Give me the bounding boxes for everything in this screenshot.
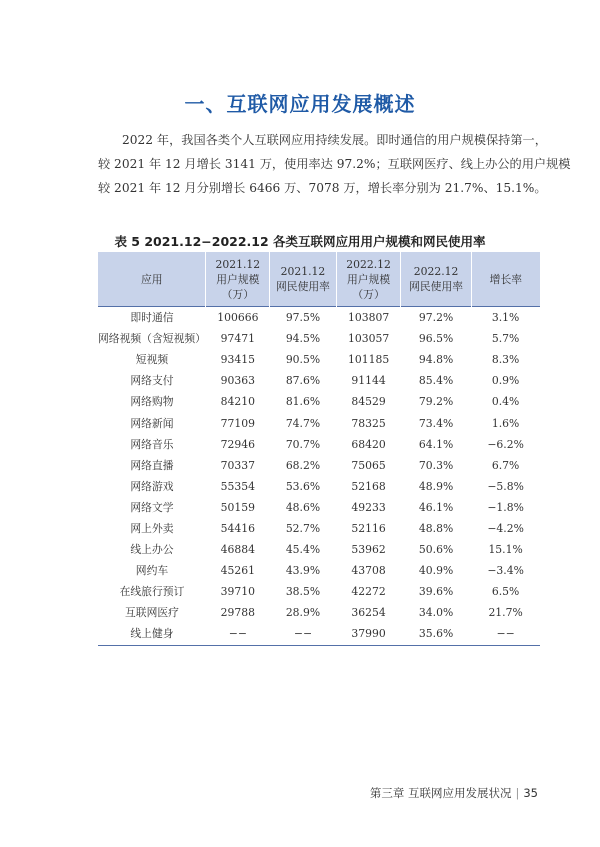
- column-header-line: 网民使用率: [409, 280, 464, 293]
- value-cell: 93415: [220, 353, 256, 367]
- value-cell: 79.2%: [418, 395, 454, 409]
- table-row: [98, 623, 540, 645]
- value-cell: 54416: [220, 521, 256, 535]
- value-cell: 6.7%: [491, 458, 520, 472]
- page-footer: [370, 785, 538, 801]
- value-cell: 0.9%: [491, 374, 520, 388]
- app-name-cell: 网络视频（含短视频）: [98, 332, 206, 346]
- value-cell: 6.5%: [491, 585, 520, 599]
- value-cell: 1.6%: [491, 416, 520, 430]
- value-cell: 84210: [220, 395, 256, 409]
- value-cell: −5.8%: [487, 479, 524, 493]
- value-cell: 68420: [351, 437, 386, 451]
- value-cell: 75065: [351, 458, 386, 472]
- value-cell: −3.4%: [487, 564, 524, 578]
- value-cell: 85.4%: [418, 374, 454, 388]
- value-cell: 39.6%: [418, 585, 454, 599]
- value-cell: 52168: [351, 479, 386, 493]
- column-header: [336, 252, 401, 307]
- value-cell: 78325: [351, 416, 386, 430]
- value-cell: 70.3%: [418, 458, 454, 472]
- value-cell: 70337: [220, 458, 256, 472]
- app-name-cell: 互联网医疗: [124, 606, 179, 620]
- app-name-cell: 网络音乐: [130, 437, 174, 451]
- value-cell: 100666: [217, 311, 259, 325]
- table-row: [98, 412, 540, 433]
- value-cell: 97.5%: [285, 311, 321, 325]
- value-cell: 53.6%: [285, 479, 321, 493]
- value-cell: 5.7%: [491, 332, 520, 346]
- usage-table: [98, 252, 540, 646]
- value-cell: −−: [270, 623, 337, 645]
- page-number: 35: [523, 786, 538, 800]
- app-name-cell: 网络直播: [130, 458, 174, 472]
- value-cell: 36254: [351, 606, 386, 620]
- column-header-line: 2021.12: [280, 265, 326, 278]
- value-cell: 73.4%: [418, 416, 454, 430]
- value-cell: 48.8%: [418, 521, 454, 535]
- value-cell: 49233: [351, 500, 386, 514]
- value-cell: 43.9%: [285, 564, 321, 578]
- table-row: [98, 328, 540, 349]
- value-cell: 90.5%: [285, 353, 321, 367]
- app-name-cell: 即时通信: [130, 311, 174, 325]
- column-header-line: 2022.12: [413, 265, 459, 278]
- app-name-cell: 网络支付: [130, 374, 174, 388]
- value-cell: 55354: [220, 479, 256, 493]
- column-header-line: 增长率: [489, 272, 523, 286]
- value-cell: 84529: [351, 395, 386, 409]
- value-cell: 53962: [351, 543, 386, 557]
- table-row: [98, 370, 540, 391]
- column-header: [270, 252, 337, 307]
- column-header: [471, 252, 540, 307]
- value-cell: 68.2%: [285, 458, 321, 472]
- value-cell: 46.1%: [418, 500, 454, 514]
- column-header: [98, 252, 206, 307]
- value-cell: 8.3%: [491, 353, 520, 367]
- table-row: [98, 307, 540, 329]
- value-cell: 77109: [220, 416, 256, 430]
- value-cell: 94.5%: [285, 332, 321, 346]
- value-cell: 103807: [347, 311, 390, 325]
- app-name-cell: 在线旅行预订: [119, 585, 185, 599]
- value-cell: 70.7%: [285, 437, 321, 451]
- value-cell: −−: [471, 623, 540, 645]
- value-cell: 87.6%: [285, 374, 321, 388]
- table-row: [98, 391, 540, 412]
- column-header-line: （万）: [221, 287, 255, 301]
- value-cell: −4.2%: [487, 521, 524, 535]
- value-cell: 37990: [336, 623, 401, 645]
- value-cell: 0.4%: [491, 395, 520, 409]
- footer-chapter: 第三章 互联网应用发展状况: [369, 786, 512, 800]
- paragraph-line: 较 2021 年 12 月分别增长 6466 万、7078 万，增长率分别为 21.7%、15.1%。: [98, 181, 547, 195]
- table-row: [98, 518, 540, 539]
- column-header: [401, 252, 471, 307]
- value-cell: 96.5%: [418, 332, 454, 346]
- value-cell: 46884: [220, 543, 256, 557]
- value-cell: 45261: [220, 564, 256, 578]
- value-cell: 35.6%: [401, 623, 471, 645]
- paragraph-line: 2022 年，我国各类个人互联网应用持续发展。即时通信的用户规模保持第一，: [122, 133, 547, 147]
- value-cell: 15.1%: [488, 543, 523, 557]
- value-cell: 72946: [220, 437, 256, 451]
- column-header-line: 用户规模: [216, 272, 260, 286]
- column-header-line: （万）: [352, 287, 385, 301]
- app-name-cell: 网络游戏: [130, 479, 174, 493]
- column-header-line: 2021.12: [215, 257, 261, 271]
- table-body: [98, 307, 540, 646]
- column-header: [206, 252, 270, 307]
- intro-paragraph: [98, 128, 571, 200]
- column-header-line: 应用: [140, 272, 163, 286]
- value-cell: 21.7%: [488, 606, 523, 620]
- value-cell: 97471: [220, 332, 256, 346]
- value-cell: 43708: [351, 564, 386, 578]
- value-cell: 74.7%: [285, 416, 321, 430]
- value-cell: 101185: [347, 353, 390, 367]
- footer-separator: |: [515, 786, 520, 800]
- table-row: [98, 602, 540, 623]
- value-cell: 94.8%: [418, 353, 454, 367]
- value-cell: 52116: [351, 521, 386, 535]
- paragraph-line: 较 2021 年 12 月增长 3141 万，使用率达 97.2%；互联网医疗、线上办公的用户规模: [98, 157, 571, 171]
- value-cell: −1.8%: [487, 500, 524, 514]
- value-cell: 48.6%: [285, 500, 321, 514]
- value-cell: 90363: [220, 374, 256, 388]
- app-name-cell: 网约车: [135, 564, 169, 578]
- app-name-cell: 线上办公: [130, 543, 174, 557]
- value-cell: 50.6%: [418, 543, 454, 557]
- table-row: [98, 539, 540, 560]
- value-cell: 3.1%: [491, 311, 520, 325]
- table-caption: 表 5 2021.12−2022.12 各类互联网应用用户规模和网民使用率: [114, 234, 486, 249]
- column-header-line: 用户规模: [346, 272, 391, 286]
- value-cell: 34.0%: [418, 606, 454, 620]
- value-cell: 50159: [220, 500, 256, 514]
- table-header-row: [98, 252, 540, 307]
- table-row: [98, 560, 540, 581]
- table-row: [98, 434, 540, 455]
- value-cell: 97.2%: [418, 311, 454, 325]
- table-row: [98, 581, 540, 602]
- app-name-cell: 网络购物: [130, 395, 174, 409]
- column-header-line: 2022.12: [346, 257, 391, 271]
- value-cell: 91144: [351, 374, 386, 388]
- value-cell: 39710: [220, 585, 256, 599]
- app-name-cell: 网络文学: [130, 500, 174, 514]
- app-name-cell: 线上健身: [98, 623, 206, 645]
- section-heading: 一、互联网应用发展概述: [184, 92, 416, 116]
- table-row: [98, 455, 540, 476]
- value-cell: 40.9%: [418, 564, 454, 578]
- app-name-cell: 网上外卖: [130, 521, 174, 535]
- value-cell: 28.9%: [285, 606, 321, 620]
- value-cell: 38.5%: [285, 585, 321, 599]
- table-row: [98, 476, 540, 497]
- value-cell: 42272: [351, 585, 386, 599]
- table-row: [98, 349, 540, 370]
- app-name-cell: 短视频: [135, 353, 169, 367]
- value-cell: −6.2%: [487, 437, 524, 451]
- value-cell: 48.9%: [418, 479, 454, 493]
- value-cell: −−: [206, 623, 270, 645]
- app-name-cell: 网络新闻: [130, 416, 174, 430]
- value-cell: 103057: [347, 332, 390, 346]
- value-cell: 64.1%: [418, 437, 454, 451]
- table-row: [98, 497, 540, 518]
- value-cell: 29788: [220, 606, 256, 620]
- value-cell: 52.7%: [285, 521, 321, 535]
- value-cell: 81.6%: [285, 395, 321, 409]
- column-header-line: 网民使用率: [275, 280, 330, 293]
- value-cell: 45.4%: [285, 543, 321, 557]
